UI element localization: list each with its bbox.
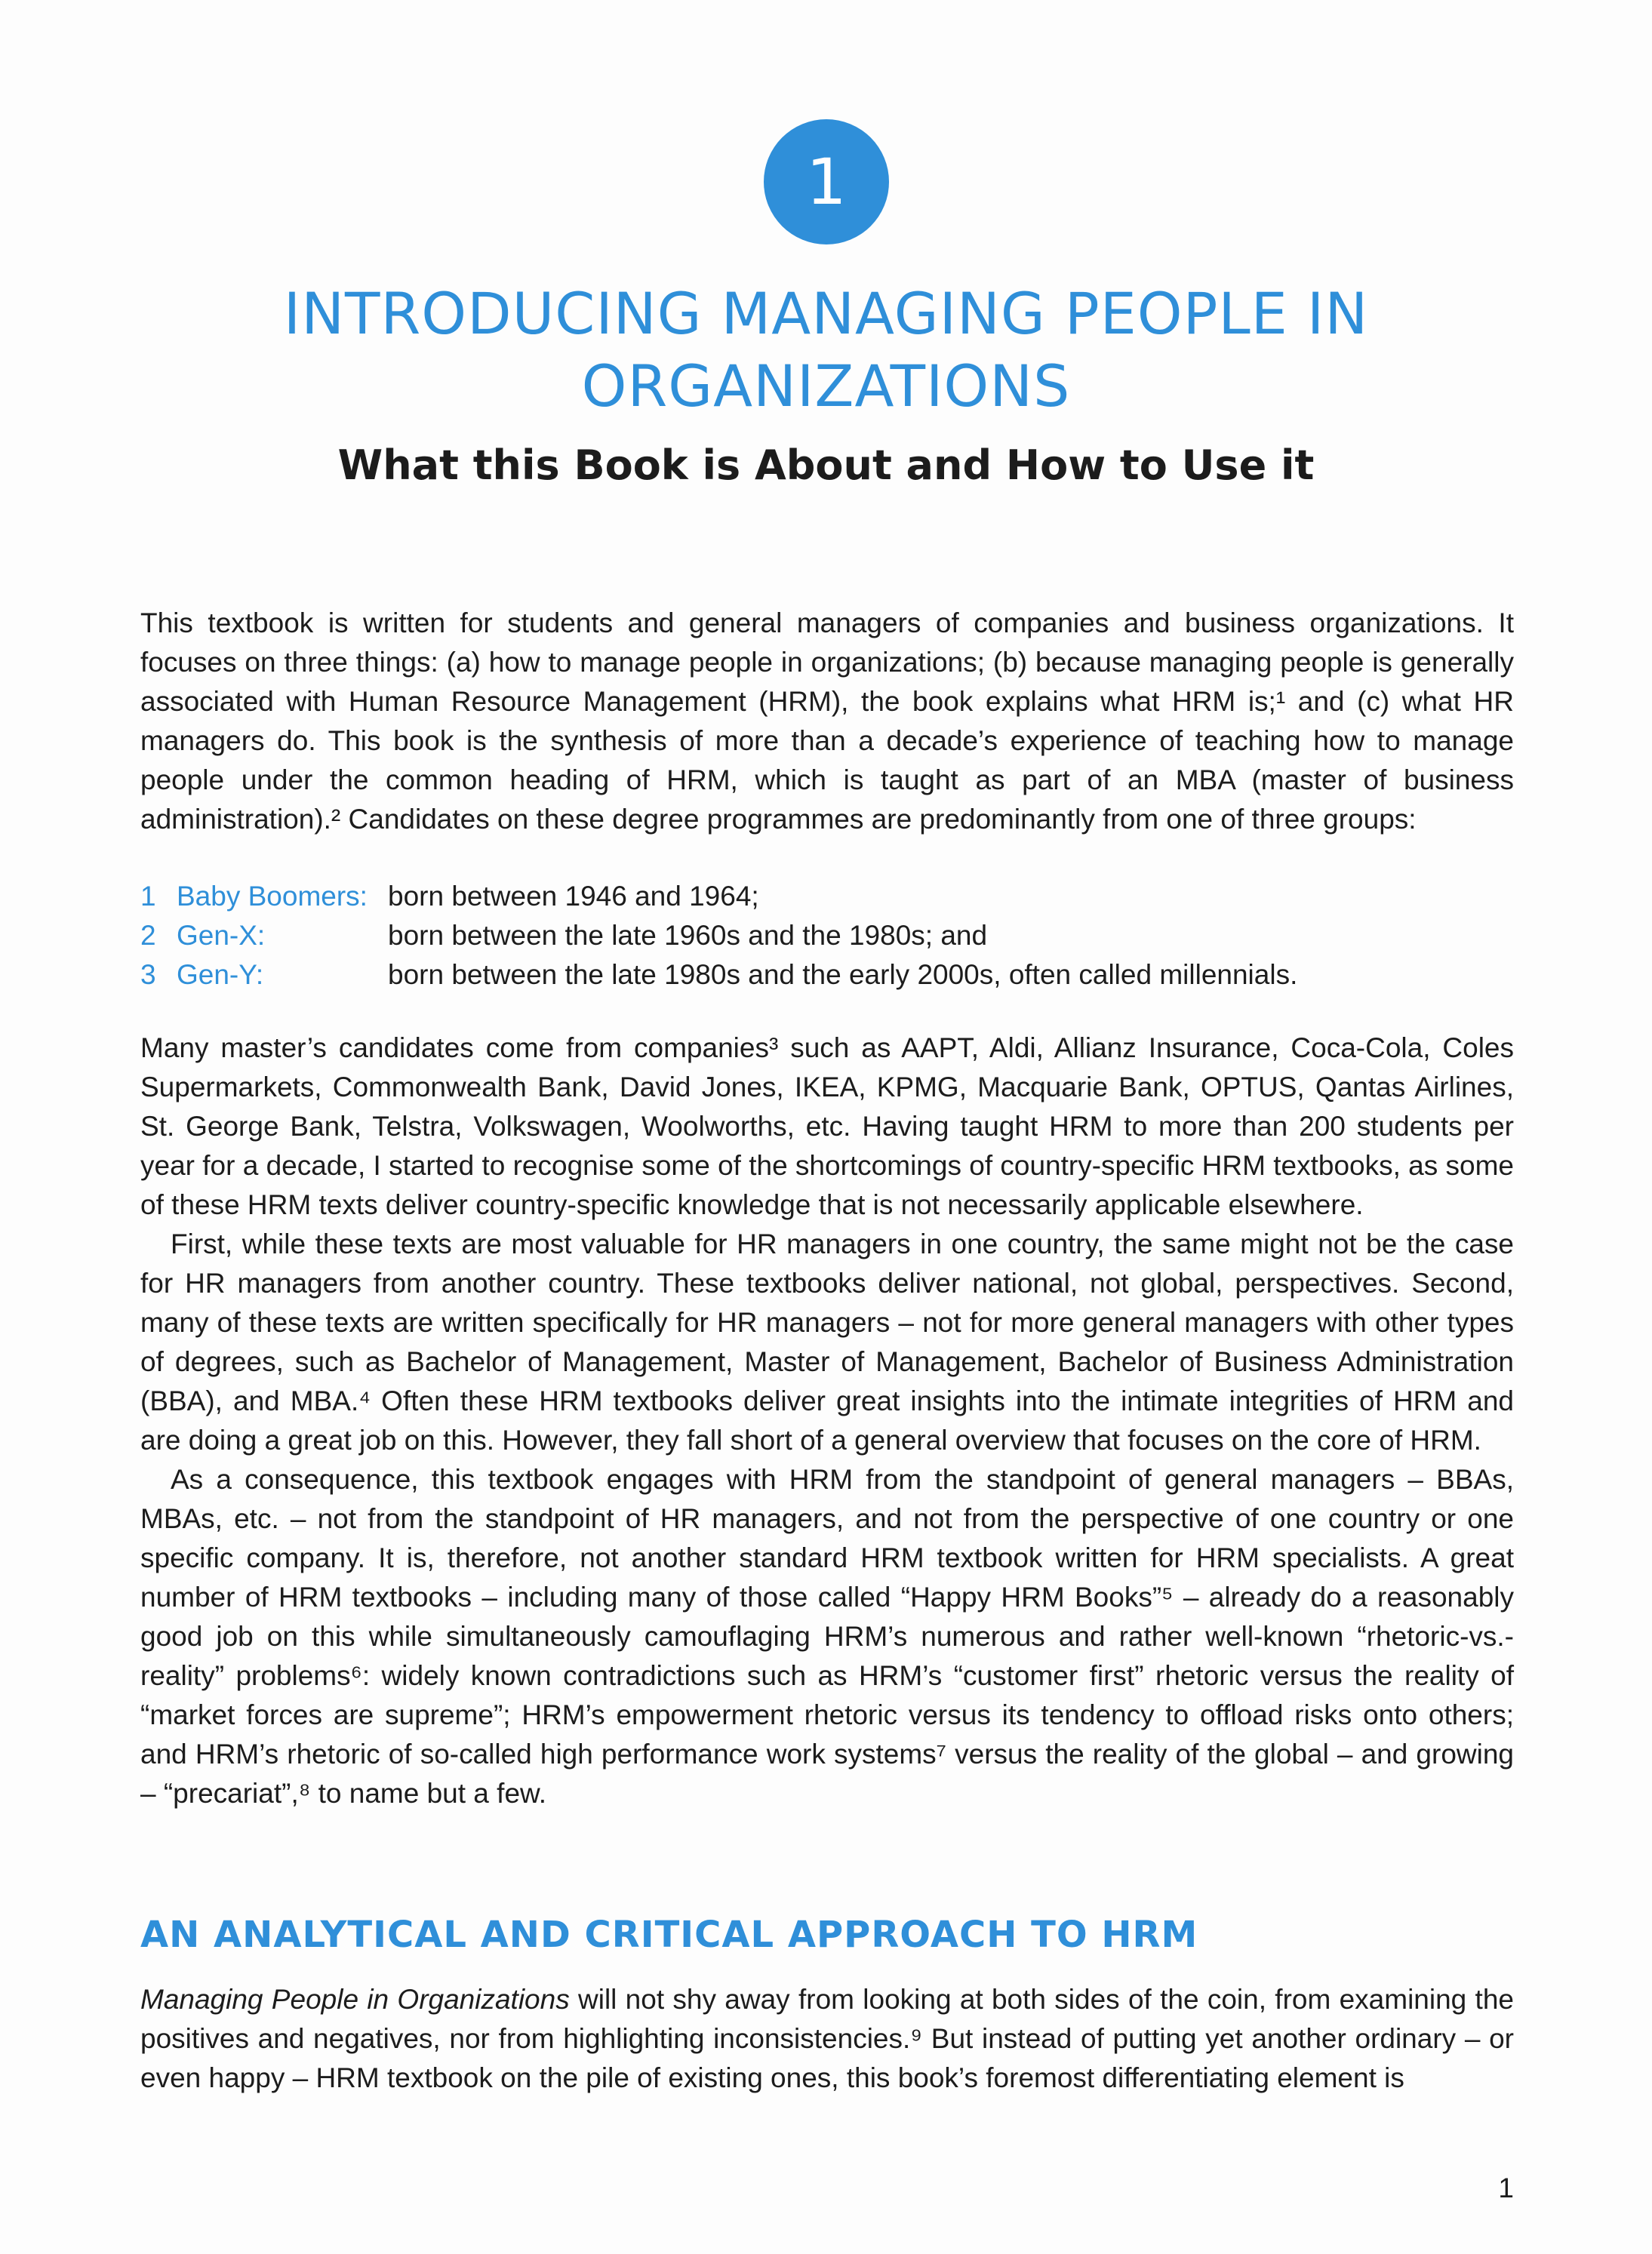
list-item-number: 1 <box>140 881 156 912</box>
list-item <box>140 916 1514 955</box>
list-item-number: 2 <box>140 920 156 951</box>
chapter-number: 1 <box>806 145 847 219</box>
chapter-number-badge <box>764 119 889 244</box>
list-item-description: born between the late 1980s and the early 2000s, often called millennials. <box>388 959 1298 990</box>
list-item-number: 3 <box>140 959 156 990</box>
body-paragraphs <box>140 1029 1514 1813</box>
list-item <box>140 877 1514 916</box>
paragraph-companies: Many master’s candidates come from companies³ such as AAPT, Aldi, Allianz Insurance, Coca-Cola, Coles Supermarkets, Commonwealth Bank, David Jones, IKEA, KPMG, Macquarie Bank, OPTUS, Qantas Airlines, St. George Bank, Telstra, Volkswagen, Woolworths, etc. Having taught HRM to more than 200 students per year for a decade, I started to recognise some of the shortcomings of country-specific HRM textbooks, as some of these HRM texts deliver country-specific knowledge that is not necessarily applicable elsewhere. <box>140 1032 1514 1220</box>
list-item-description: born between the late 1960s and the 1980s; and <box>388 920 988 951</box>
section-paragraph-text: will not shy away from looking at both sides of the coin, from examining the positives and negatives, nor from highlighting inconsistencies.⁹ But instead of putting yet another ordinary – or even happy – HRM textbook on the pile of existing ones, this book’s foremost differentiating element is <box>140 1984 1514 2093</box>
list-item-label: Baby Boomers: <box>177 881 368 912</box>
section-heading: AN ANALYTICAL AND CRITICAL APPROACH TO HRM <box>140 1914 1198 1956</box>
chapter-subtitle: What this Book is About and How to Use it <box>337 441 1315 489</box>
list-item-description: born between 1946 and 1964; <box>388 881 759 912</box>
list-item-label: Gen-Y: <box>177 959 264 990</box>
list-item-label: Gen-X: <box>177 920 266 951</box>
intro-paragraph: This textbook is written for students and general managers of companies and business organizations. It focuses on three things: (a) how to manage people in organizations; (b) because managing people is generally associated with Human Resource Management (HRM), the book explains what HRM is;¹ and (c) what HR managers do. This book is the synthesis of more than a decade’s experience of teaching how to manage people under the common heading of HRM, which is taught as part of an MBA (master of business administration).² Candidates on these degree programmes are predominantly from one of three groups: <box>140 607 1514 835</box>
list-item <box>140 955 1514 995</box>
chapter-title: INTRODUCING MANAGING PEOPLE IN ORGANIZATIONS <box>283 280 1369 420</box>
section-paragraph <box>140 1980 1514 2098</box>
paragraph-first: First, while these texts are most valuable for HR managers in one country, the same might not be the case for HR managers from another country. These textbooks deliver national, not global, perspectives. Second, many of these texts are written specifically for HR managers – not for more general managers with other types of degrees, such as Bachelor of Management, Master of Management, Bachelor of Business Administration (BBA), and MBA.⁴ Often these HRM textbooks deliver great insights into the intimate integrities of HRM and are doing a great job on this. However, they fall short of a general overview that focuses on the core of HRM. <box>140 1228 1514 1456</box>
paragraph-consequence: As a consequence, this textbook engages with HRM from the standpoint of general managers – BBAs, MBAs, etc. – not from the standpoint of HR managers, and not from the perspective of one country or one specific company. It is, therefore, not another standard HRM textbook written for HRM specialists. A great number of HRM textbooks – including many of those called “Happy HRM Books”⁵ – already do a reasonably good job on this while simultaneously camouflaging HRM’s numerous and rather well-known “rhetoric-vs.-reality” problems⁶: widely known contradictions such as HRM’s “customer first” rhetoric versus the reality of “market forces are supreme”; HRM’s empowerment rhetoric versus its tendency to offload risks onto others; and HRM’s rhetoric of so-called high performance work systems⁷ versus the reality of the global – and growing – “precariat”,⁸ to name but a few. <box>140 1464 1514 1809</box>
page-number: 1 <box>1498 2173 1514 2203</box>
generation-list <box>140 877 1514 995</box>
book-title: Managing People in Organizations <box>140 1984 570 2015</box>
